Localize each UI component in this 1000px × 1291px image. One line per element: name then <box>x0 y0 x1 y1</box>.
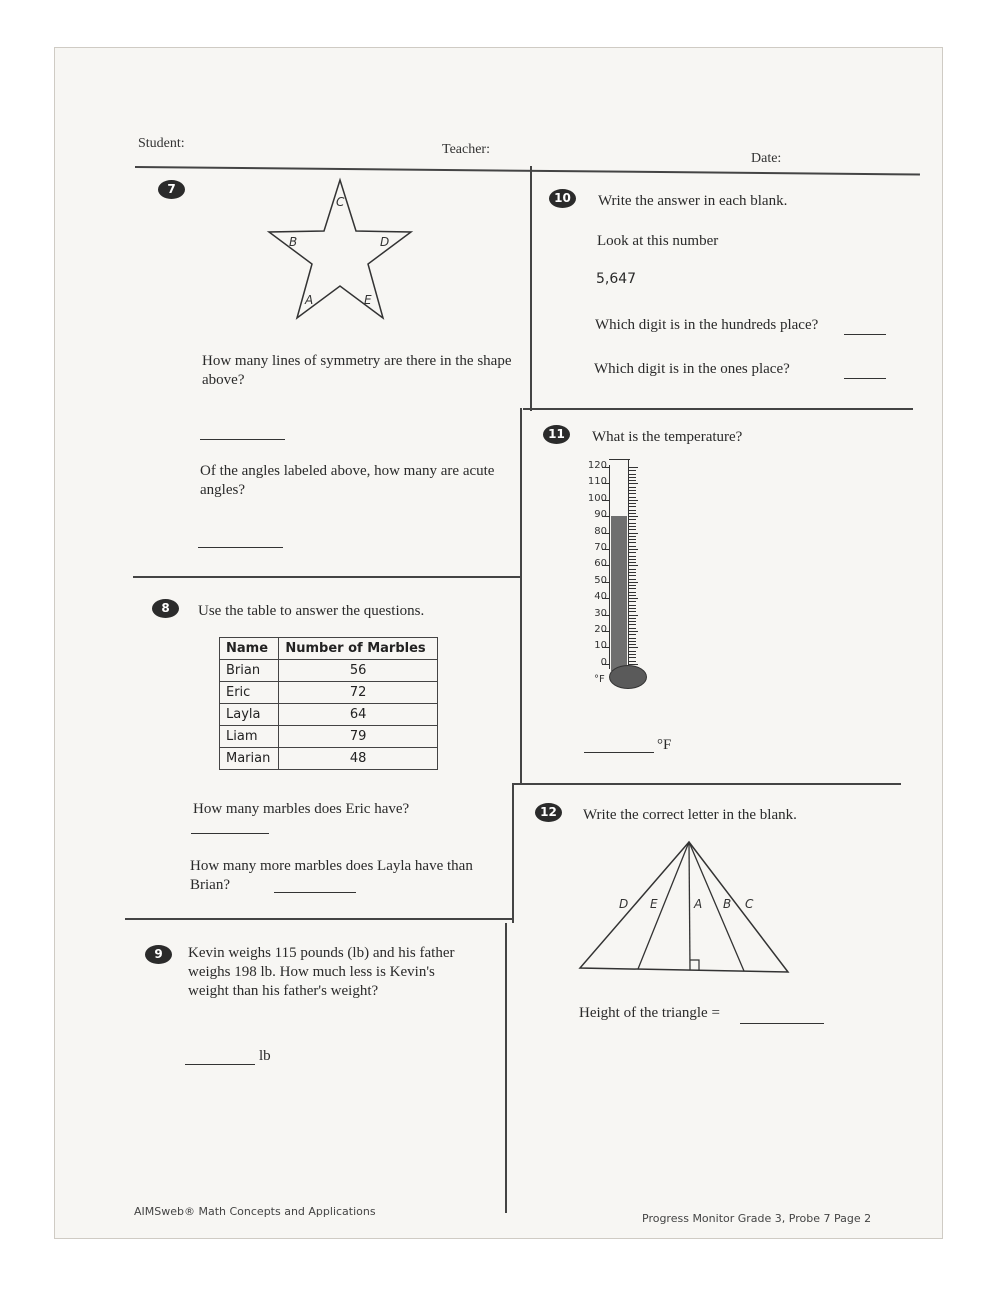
thermometer-unit-label: °F <box>594 674 605 685</box>
thermometer-tick <box>628 579 636 580</box>
q10-ones-question: Which digit is in the ones place? <box>594 361 790 377</box>
thermometer-tick <box>602 565 610 566</box>
divider-q10-q11 <box>523 408 913 410</box>
thermometer-tick <box>628 559 636 560</box>
question-12-number: 12 <box>535 803 562 822</box>
thermometer-tick <box>628 542 636 543</box>
thermometer-tick <box>628 500 638 501</box>
thermometer-tick <box>628 519 636 520</box>
thermometer <box>586 459 666 694</box>
thermometer-tick <box>602 598 610 599</box>
q7-acute-question: Of the angles labeled above, how many are acute angles? <box>200 463 495 498</box>
thermometer-tick <box>628 483 638 484</box>
thermometer-scale-label: 30 <box>594 607 607 619</box>
q10-hundreds-answer-blank[interactable] <box>844 334 886 335</box>
table-row <box>220 704 438 726</box>
divider-lower <box>512 783 514 923</box>
thermometer-tick <box>602 647 610 648</box>
thermometer-scale-label: 100 <box>587 492 607 504</box>
thermometer-tick <box>628 569 636 570</box>
divider-bottom <box>505 923 507 1213</box>
thermometer-tick <box>628 611 636 612</box>
table-cell-name: Brian <box>220 660 279 682</box>
q7-acute-answer-blank[interactable] <box>198 547 283 548</box>
thermometer-scale-label: 40 <box>594 591 607 603</box>
table-header-name: Name <box>220 638 279 660</box>
thermometer-scale-label: 10 <box>594 640 607 652</box>
divider-q11-q12 <box>513 783 901 785</box>
question-10-number: 10 <box>549 189 576 208</box>
question-11-number: 11 <box>543 425 570 444</box>
table-cell-name: Marian <box>220 748 279 770</box>
q9-answer-blank[interactable] <box>185 1064 255 1065</box>
footer-right: Progress Monitor Grade 3, Probe 7 Page 2 <box>642 1212 872 1225</box>
question-9-number: 9 <box>145 945 172 964</box>
thermometer-tick <box>628 615 638 616</box>
q10-instruction: Write the answer in each blank. <box>598 193 788 209</box>
thermometer-scale-label: 90 <box>594 509 607 521</box>
thermometer-tick <box>628 608 636 609</box>
thermometer-tick <box>628 490 636 491</box>
thermometer-scale-label: 0 <box>600 656 607 668</box>
table-cell-value: 79 <box>279 726 438 748</box>
thermometer-tick <box>602 483 610 484</box>
thermometer-scale-label: 110 <box>587 476 607 488</box>
q10-hundreds-question: Which digit is in the hundreds place? <box>595 317 819 333</box>
q8-instruction: Use the table to answer the questions. <box>198 603 425 619</box>
table-cell-value: 48 <box>279 748 438 770</box>
question-7-number: 7 <box>158 180 185 199</box>
thermometer-tick <box>628 533 638 534</box>
thermometer-tick <box>628 470 636 471</box>
q11-question: What is the temperature? <box>592 429 743 445</box>
thermometer-tick <box>628 556 636 557</box>
q7-symmetry-answer-blank[interactable] <box>200 439 285 440</box>
thermometer-tick <box>628 601 636 602</box>
thermometer-tick <box>628 621 636 622</box>
student-label: Student: <box>138 136 185 151</box>
thermometer-tick <box>628 595 636 596</box>
table-row <box>220 682 438 704</box>
thermometer-tick <box>628 529 636 530</box>
thermometer-tick <box>628 598 638 599</box>
thermometer-tick <box>628 503 636 504</box>
thermometer-tick <box>628 539 636 540</box>
table-cell-value: 64 <box>279 704 438 726</box>
thermometer-tick <box>628 523 636 524</box>
teacher-label: Teacher: <box>442 142 490 157</box>
date-label: Date: <box>751 151 782 166</box>
thermometer-tick <box>628 582 638 583</box>
thermometer-scale-label: 120 <box>587 460 607 471</box>
table-cell-name: Layla <box>220 704 279 726</box>
triangle-label-c: C <box>745 897 754 911</box>
star-label-d: D <box>380 235 390 249</box>
thermometer-tick <box>628 641 636 642</box>
q10-look-text: Look at this number <box>597 233 719 249</box>
thermometer-tick <box>628 552 636 553</box>
thermometer-tick <box>628 638 636 639</box>
thermometer-tick <box>628 654 636 655</box>
thermometer-tick <box>628 605 636 606</box>
marbles-table <box>219 637 438 770</box>
table-cell-value: 72 <box>279 682 438 704</box>
question-8-number: 8 <box>152 599 179 618</box>
thermometer-tick <box>602 549 610 550</box>
q12-height-question: Height of the triangle = <box>579 1005 720 1021</box>
q8-layla-answer-blank[interactable] <box>274 892 356 893</box>
star-label-a: A <box>305 293 314 307</box>
star-label-e: E <box>364 293 372 307</box>
q10-ones-answer-blank[interactable] <box>844 378 886 379</box>
table-cell-value: 56 <box>279 660 438 682</box>
thermometer-scale-label: 50 <box>594 574 607 586</box>
thermometer-tick <box>628 634 636 635</box>
thermometer-tick <box>628 651 636 652</box>
table-cell-name: Liam <box>220 726 279 748</box>
thermometer-tick <box>628 474 636 475</box>
thermometer-mercury <box>611 516 627 671</box>
thermometer-tick <box>628 631 638 632</box>
q11-answer-unit: °F <box>657 737 672 753</box>
divider-top <box>530 166 532 411</box>
thermometer-tick <box>628 618 636 619</box>
thermometer-tick <box>602 533 610 534</box>
thermometer-tick <box>628 644 636 645</box>
thermometer-tick <box>628 575 636 576</box>
thermometer-tick <box>628 493 636 494</box>
divider-q8-q9 <box>125 918 513 920</box>
divider-mid <box>520 408 522 783</box>
thermometer-tick <box>628 480 636 481</box>
thermometer-tick <box>628 506 636 507</box>
worksheet-page <box>55 48 942 1238</box>
thermometer-tick <box>602 631 610 632</box>
q12-instruction: Write the correct letter in the blank. <box>583 807 797 823</box>
q11-answer-blank[interactable] <box>584 752 654 753</box>
thermometer-tick <box>628 585 636 586</box>
q9-question: Kevin weighs 115 pounds (lb) and his father weighs 198 lb. How much less is Kevin's weight than his father's weight? <box>188 945 455 999</box>
thermometer-tick <box>602 500 610 501</box>
star-figure <box>265 176 415 328</box>
thermometer-tick <box>628 536 636 537</box>
thermometer-tick <box>628 510 636 511</box>
thermometer-tick <box>628 546 636 547</box>
thermometer-tick <box>628 592 636 593</box>
thermometer-tick <box>628 657 636 658</box>
table-header-marbles: Number of Marbles <box>279 638 438 660</box>
thermometer-tick <box>628 477 636 478</box>
thermometer-tick <box>602 467 610 468</box>
table-row <box>220 660 438 682</box>
star-label-b: B <box>289 235 298 249</box>
thermometer-scale-label: 60 <box>594 558 607 570</box>
thermometer-tick <box>628 572 636 573</box>
thermometer-tick <box>628 588 636 589</box>
q8-eric-question: How many marbles does Eric have? <box>193 801 410 817</box>
thermometer-bulb <box>609 665 647 689</box>
thermometer-tick <box>628 467 638 468</box>
thermometer-tick <box>628 664 638 665</box>
thermometer-tick <box>628 549 638 550</box>
thermometer-scale-label: 20 <box>594 624 607 635</box>
q9-unit: lb <box>259 1048 271 1064</box>
triangle-label-d: D <box>619 897 629 911</box>
footer-left: AIMSweb® Math Concepts and Applications <box>134 1205 376 1218</box>
thermometer-tick <box>628 513 636 514</box>
thermometer-tick <box>602 516 610 517</box>
thermometer-scale-label: 80 <box>594 525 607 537</box>
thermometer-tick <box>628 624 636 625</box>
q7-symmetry-question: How many lines of symmetry are there in the shape above? <box>202 353 512 388</box>
thermometer-tick <box>628 562 636 563</box>
q10-number-value: 5,647 <box>596 271 637 287</box>
star-label-c: C <box>336 195 345 209</box>
triangle-label-a: A <box>694 897 703 911</box>
triangle-label-e: E <box>650 897 658 911</box>
q8-eric-answer-blank[interactable] <box>191 833 269 834</box>
table-cell-name: Eric <box>220 682 279 704</box>
triangle-figure <box>578 838 792 978</box>
thermometer-tick <box>628 497 636 498</box>
thermometer-tick <box>602 664 610 665</box>
divider-q7-q8 <box>133 576 520 578</box>
thermometer-tick <box>628 487 636 488</box>
thermometer-tick <box>628 565 638 566</box>
table-row <box>220 748 438 770</box>
thermometer-tick <box>628 661 636 662</box>
q8-layla-question: How many more marbles does Layla have than Brian? <box>190 858 473 893</box>
thermometer-scale-label: 70 <box>594 542 607 553</box>
thermometer-tick <box>628 628 636 629</box>
q12-answer-blank[interactable] <box>740 1023 824 1024</box>
table-row <box>220 726 438 748</box>
thermometer-tick <box>602 582 610 583</box>
thermometer-tick <box>602 615 610 616</box>
table-header-row <box>220 638 438 660</box>
triangle-label-b: B <box>723 897 732 911</box>
thermometer-tick <box>628 516 638 517</box>
thermometer-tick <box>628 647 638 648</box>
thermometer-tick <box>628 526 636 527</box>
